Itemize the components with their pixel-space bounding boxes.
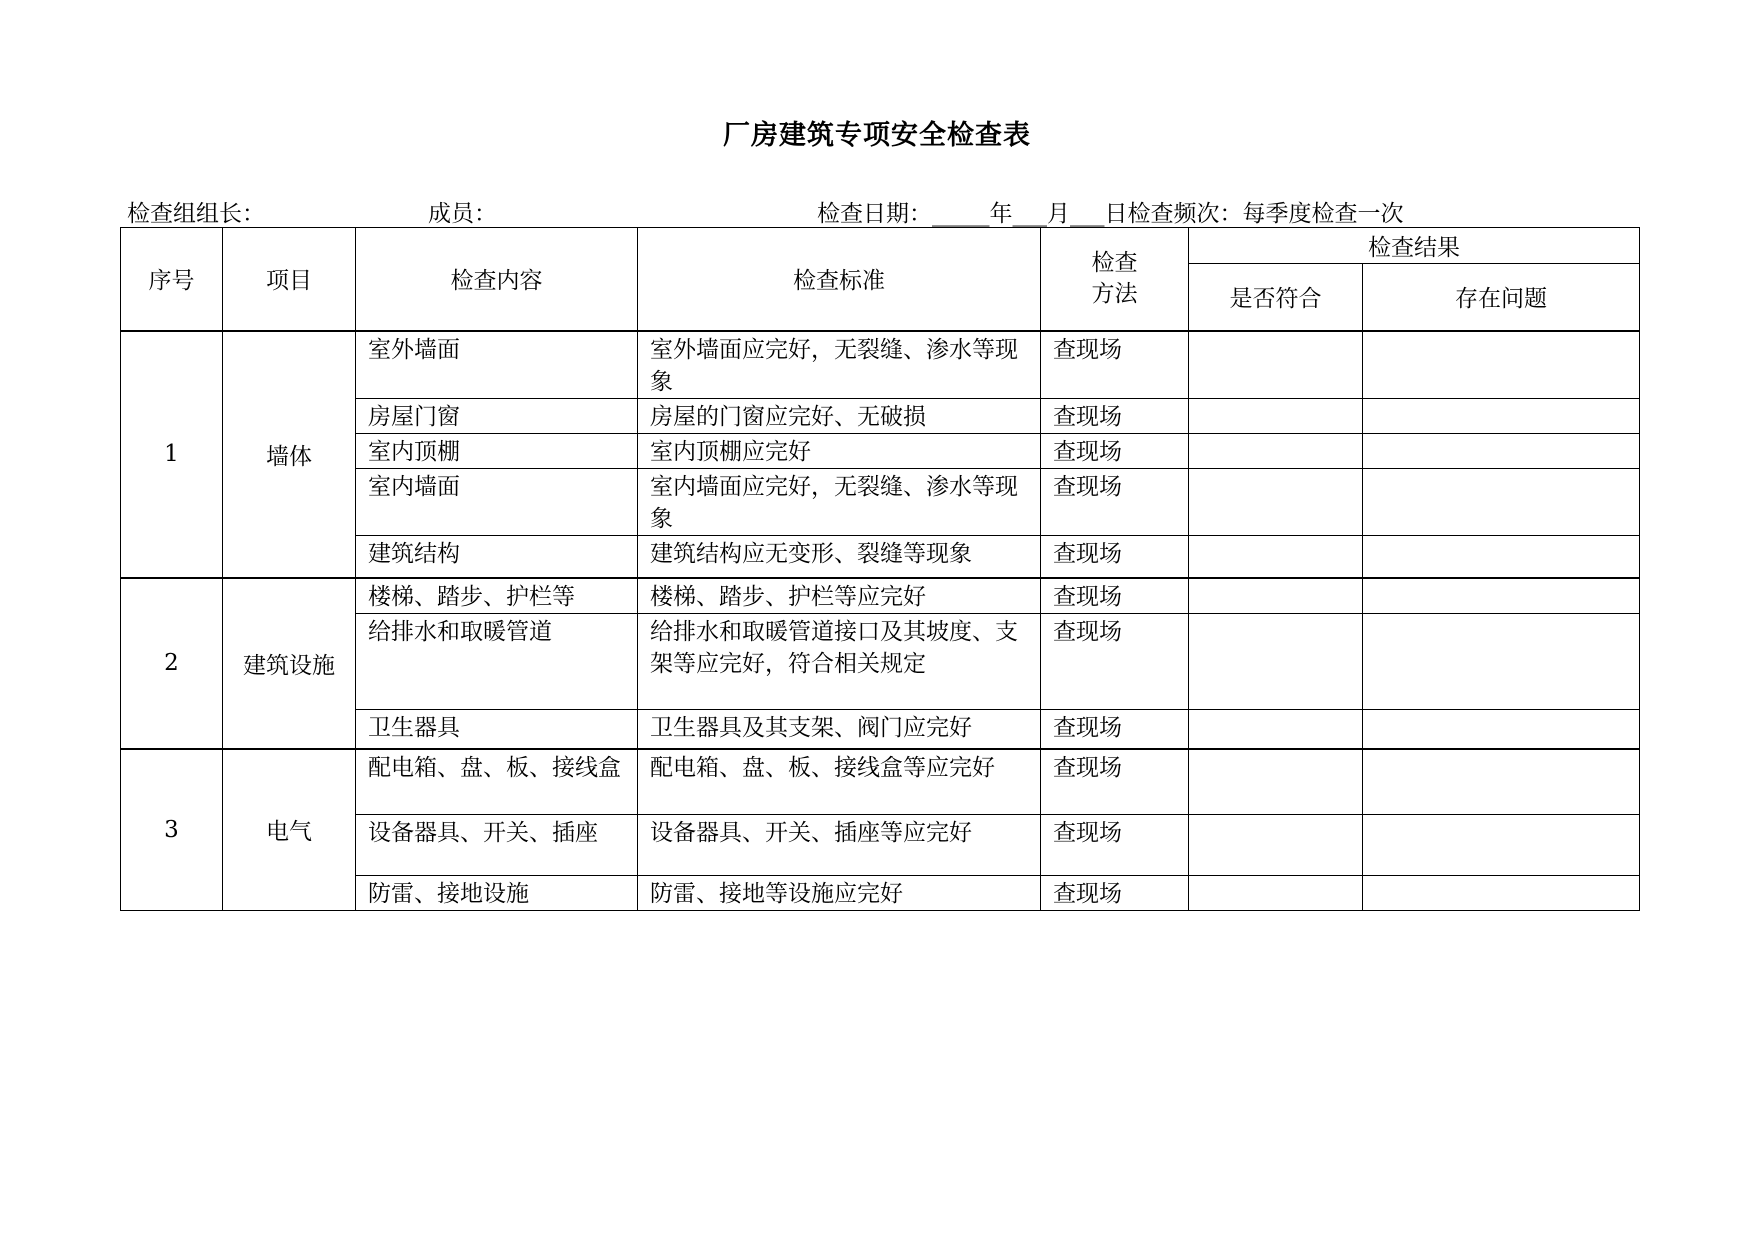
check-content: 室内顶棚: [356, 433, 638, 468]
conform-cell[interactable]: [1189, 710, 1363, 749]
problem-cell[interactable]: [1363, 614, 1640, 710]
col-header-result: 检查结果: [1189, 228, 1640, 264]
check-method: 查现场: [1041, 710, 1189, 749]
check-content: 房屋门窗: [356, 398, 638, 433]
conform-cell[interactable]: [1189, 433, 1363, 468]
check-standard: 配电箱、盘、板、接线盒等应完好: [638, 749, 1041, 815]
check-method: 查现场: [1041, 815, 1189, 876]
check-standard: 防雷、接地等设施应完好: [638, 876, 1041, 911]
check-standard: 室外墙面应完好，无裂缝、渗水等现象: [638, 331, 1041, 399]
group-item: 电气: [223, 749, 356, 911]
problem-cell[interactable]: [1363, 535, 1640, 578]
leader-label: 检查组组长：: [127, 201, 265, 227]
conform-cell[interactable]: [1189, 614, 1363, 710]
problem-cell[interactable]: [1363, 398, 1640, 433]
conform-cell[interactable]: [1189, 398, 1363, 433]
check-method: 查现场: [1041, 535, 1189, 578]
check-content: 楼梯、踏步、护栏等: [356, 578, 638, 614]
check-standard: 室内墙面应完好，无裂缝、渗水等现象: [638, 468, 1041, 535]
check-content: 室外墙面: [356, 331, 638, 399]
check-method: 查现场: [1041, 468, 1189, 535]
check-method: 查现场: [1041, 876, 1189, 911]
col-header-method: [1041, 228, 1189, 331]
conform-cell[interactable]: [1189, 331, 1363, 399]
problem-cell[interactable]: [1363, 331, 1640, 399]
group-item: 建筑设施: [223, 578, 356, 749]
problem-cell[interactable]: [1363, 876, 1640, 911]
conform-cell[interactable]: [1189, 535, 1363, 578]
col-header-item: 项目: [223, 228, 356, 331]
problem-cell[interactable]: [1363, 710, 1640, 749]
check-method: 查现场: [1041, 578, 1189, 614]
col-header-method-text: 检查方法: [1091, 249, 1138, 307]
date-frequency-line: 检查日期：_____年___月___日检查频次：每季度检查一次: [817, 201, 1404, 227]
check-standard: 室内顶棚应完好: [638, 433, 1041, 468]
conform-cell[interactable]: [1189, 578, 1363, 614]
check-content: 给排水和取暖管道: [356, 614, 638, 710]
table-row: [121, 578, 1640, 614]
col-header-content: 检查内容: [356, 228, 638, 331]
document-title: 厂房建筑专项安全检查表: [723, 120, 1031, 151]
group-seq: 3: [121, 749, 223, 911]
problem-cell[interactable]: [1363, 578, 1640, 614]
check-method: 查现场: [1041, 331, 1189, 399]
group-seq: 1: [121, 331, 223, 579]
check-standard: 房屋的门窗应完好、无破损: [638, 398, 1041, 433]
conform-cell[interactable]: [1189, 468, 1363, 535]
check-method: 查现场: [1041, 749, 1189, 815]
check-content: 防雷、接地设施: [356, 876, 638, 911]
table-row: [121, 331, 1640, 399]
col-header-seq: 序号: [121, 228, 223, 331]
group-seq: 2: [121, 578, 223, 749]
check-method: 查现场: [1041, 398, 1189, 433]
check-content: 建筑结构: [356, 535, 638, 578]
check-content: 配电箱、盘、板、接线盒: [356, 749, 638, 815]
check-standard: 卫生器具及其支架、阀门应完好: [638, 710, 1041, 749]
col-header-conform: 是否符合: [1189, 264, 1363, 331]
check-content: 室内墙面: [356, 468, 638, 535]
check-standard: 设备器具、开关、插座等应完好: [638, 815, 1041, 876]
col-header-problem: 存在问题: [1363, 264, 1640, 331]
member-label: 成员：: [428, 201, 497, 227]
check-method: 查现场: [1041, 433, 1189, 468]
problem-cell[interactable]: [1363, 468, 1640, 535]
problem-cell[interactable]: [1363, 749, 1640, 815]
check-standard: 楼梯、踏步、护栏等应完好: [638, 578, 1041, 614]
conform-cell[interactable]: [1189, 749, 1363, 815]
check-standard: 建筑结构应无变形、裂缝等现象: [638, 535, 1041, 578]
problem-cell[interactable]: [1363, 815, 1640, 876]
inspection-table: [120, 227, 1640, 911]
check-content: 卫生器具: [356, 710, 638, 749]
problem-cell[interactable]: [1363, 433, 1640, 468]
conform-cell[interactable]: [1189, 815, 1363, 876]
col-header-standard: 检查标准: [638, 228, 1041, 331]
check-standard: 给排水和取暖管道接口及其坡度、支架等应完好，符合相关规定: [638, 614, 1041, 710]
group-item: 墙体: [223, 331, 356, 579]
check-content: 设备器具、开关、插座: [356, 815, 638, 876]
conform-cell[interactable]: [1189, 876, 1363, 911]
table-row: [121, 749, 1640, 815]
check-method: 查现场: [1041, 614, 1189, 710]
